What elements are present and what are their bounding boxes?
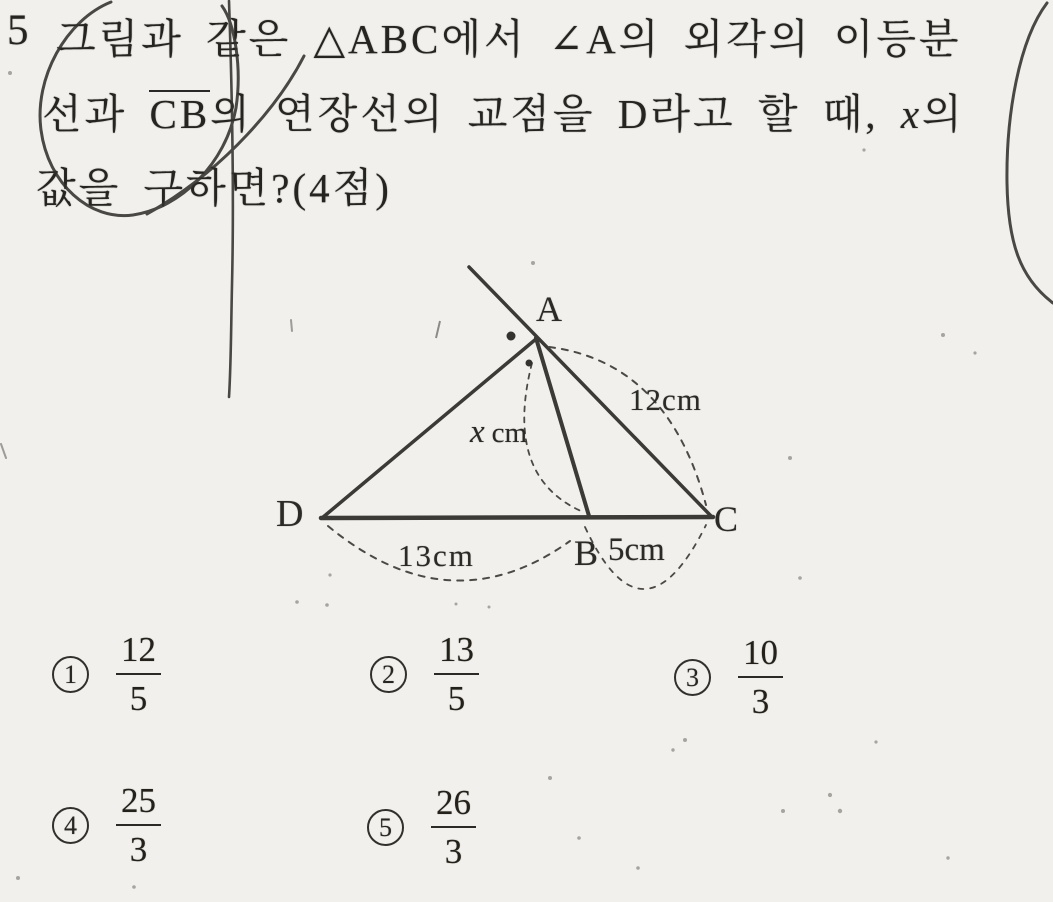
question-line-2-post: 의 bbox=[922, 91, 965, 137]
option-1-denominator: 5 bbox=[129, 679, 148, 718]
option-2-numerator: 13 bbox=[434, 629, 479, 675]
option-3 bbox=[674, 632, 783, 723]
segment-cb-overline: CB bbox=[149, 91, 211, 137]
arc-ab-xcm bbox=[524, 363, 583, 512]
option-3-number: 3 bbox=[686, 662, 699, 692]
question-line-2-pre: 선과 bbox=[42, 91, 150, 137]
option-3-numerator: 10 bbox=[738, 632, 783, 678]
stray-print-tick bbox=[436, 321, 440, 338]
measure-label-ac: 12cm bbox=[629, 382, 702, 417]
option-3-circle bbox=[674, 659, 711, 696]
option-2-denominator: 5 bbox=[447, 679, 466, 718]
vertex-label-b: B bbox=[574, 533, 599, 573]
question-line-2-mid: 의 연장선의 교점을 D라고 할 때, bbox=[210, 91, 901, 137]
option-2-circle bbox=[370, 656, 407, 693]
option-4-fraction bbox=[116, 780, 161, 871]
question-line-3: 값을 구하면?(4점) bbox=[36, 165, 392, 211]
question-line-2 bbox=[42, 81, 965, 140]
arc-ac-12cm bbox=[549, 347, 706, 505]
option-1-circle bbox=[52, 656, 89, 693]
option-5-number: 5 bbox=[379, 812, 392, 842]
angle-mark-dot-upper bbox=[507, 332, 516, 341]
option-3-denominator: 3 bbox=[751, 682, 770, 721]
measure-ab-unit: cm bbox=[491, 417, 528, 449]
vertex-label-d: D bbox=[276, 493, 304, 535]
option-2-number: 2 bbox=[382, 659, 395, 689]
option-5 bbox=[367, 782, 476, 873]
pen-annotations bbox=[1, 1, 1053, 458]
option-4-numerator: 25 bbox=[116, 780, 161, 826]
option-3-fraction bbox=[738, 632, 783, 723]
vertex-label-a: A bbox=[536, 289, 562, 329]
option-1-numerator: 12 bbox=[116, 629, 161, 675]
option-5-denominator: 3 bbox=[444, 832, 463, 871]
angle-mark-dot-lower bbox=[526, 360, 533, 367]
measure-label-bc: 5cm bbox=[608, 532, 665, 568]
line-d-to-c bbox=[321, 517, 713, 518]
question-number: 5 bbox=[7, 7, 29, 54]
option-4-denominator: 3 bbox=[129, 830, 148, 869]
option-4-number: 4 bbox=[64, 810, 77, 840]
measure-label-ab bbox=[470, 414, 527, 451]
option-5-numerator: 26 bbox=[431, 782, 476, 828]
side-a-to-b bbox=[536, 338, 589, 516]
option-4 bbox=[52, 780, 161, 871]
option-2-fraction bbox=[434, 629, 479, 720]
option-5-fraction bbox=[431, 782, 476, 873]
option-1 bbox=[52, 629, 161, 720]
pen-curve-right-margin bbox=[1007, 3, 1053, 303]
pen-tick-left-edge bbox=[1, 444, 6, 458]
option-1-number: 1 bbox=[64, 659, 77, 689]
option-1-fraction bbox=[116, 629, 161, 720]
measure-label-db: 13cm bbox=[398, 538, 475, 573]
variable-x: x bbox=[900, 91, 923, 137]
question-line-1: 그림과 같은 △ABC에서 ∠A의 외각의 이등분 bbox=[56, 16, 962, 62]
measure-ab-variable: x bbox=[470, 414, 485, 450]
option-2 bbox=[370, 629, 479, 720]
pen-tick-small bbox=[291, 320, 292, 331]
vertex-label-c: C bbox=[714, 499, 739, 539]
option-5-circle bbox=[367, 809, 404, 846]
option-4-circle bbox=[52, 807, 89, 844]
